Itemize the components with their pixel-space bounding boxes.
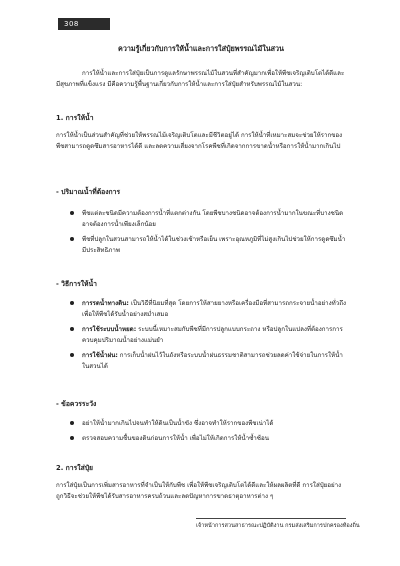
- list-item-text: เป็นวิธีที่นิยมที่สุด โดยการให้สายยางหรือเครื่องมือที่สามารถกระจายน้ำอย่างทั่วถึงเพื่อให้พืชได้รับน้ำอย่างสม่ำเสมอ: [82, 300, 347, 318]
- bullet-icon: [70, 237, 74, 241]
- watering-method-heading: - วิธีการให้น้ำ: [56, 280, 97, 288]
- list-item-text: พืชที่ปลูกในสวนสามารถให้น้ำได้ในช่วงเช้าหรือเย็น เพราะอุณหภูมิที่ไม่สูงเกินไปช่วยให้การดูดซึมน้ำมีประสิทธิภาพ: [82, 236, 346, 254]
- water-amount-list: [68, 208, 346, 260]
- list-item-label: การรดน้ำทางดิน:: [82, 300, 129, 307]
- section-1-heading: 1. การให้น้ำ: [56, 114, 94, 122]
- list-item-label: การใช้ระบบน้ำหยด:: [82, 326, 137, 333]
- list-item-text: ตรวจสอบความชื้นของดินก่อนการให้น้ำ เพื่อไม่ให้เกิดการให้น้ำซ้ำซ้อน: [82, 435, 269, 442]
- precautions-list: [68, 418, 346, 448]
- bullet-icon: [70, 353, 74, 357]
- section-1-body: การให้น้ำเป็นส่วนสำคัญที่ช่วยให้พรรณไม้เจริญเติบโตและมีชีวิตอยู่ได้ การให้น้ำที่เหมาะสมจะช่วยให้รากของพืชสามารถดูดซึมสารอาหารได้ดี และลดความเสี่ยงจากโรคพืชที่เกิดจากการขาดน้ำหรือการให้น้ำมากเกินไป: [56, 132, 343, 150]
- water-amount-heading: - ปริมาณน้ำที่ต้องการ: [56, 188, 121, 196]
- list-item: [68, 324, 346, 346]
- bullet-icon: [70, 327, 74, 331]
- list-item: [68, 418, 346, 429]
- section-2-heading: 2. การใส่ปุ๋ย: [56, 464, 94, 472]
- watering-method-list: [68, 298, 346, 376]
- section-2-body: การใส่ปุ๋ยเป็นการเพิ่มสารอาหารที่จำเป็นให้กับพืช เพื่อให้พืชเจริญเติบโตได้ดีและให้ผลผลิตที่ดี การใส่ปุ๋ยอย่างถูกวิธีจะช่วยให้พืชได้รับสารอาหารครบถ้วนและลดปัญหาการขาดธาตุอาหารต่าง ๆ: [56, 482, 342, 500]
- list-item: [68, 350, 346, 372]
- bullet-icon: [70, 421, 74, 425]
- bullet-icon: [70, 301, 74, 305]
- list-item-text: การเก็บน้ำฝนไว้ในถังหรือระบบน้ำฝนธรรมชาติสามารถช่วยลดค่าใช้จ่ายในการให้น้ำในสวนได้: [82, 352, 343, 370]
- list-item: [68, 208, 346, 230]
- list-item-text: อย่าให้น้ำมากเกินไปจนทำให้ดินเป็นน้ำขัง ซึ่งอาจทำให้รากของพืชเน่าได้: [82, 420, 274, 427]
- list-item-text: ระบบนี้เหมาะสมกับพืชที่มีการปลูกแบบกระถาง หรือปลูกในแปลงที่ต้องการการควบคุมปริมาณน้ำอย่างแม่นยำ: [82, 326, 343, 344]
- list-item-label: การใช้น้ำฝน:: [82, 352, 118, 359]
- page-number-badge: 308: [58, 18, 110, 30]
- precautions-heading: - ข้อควรระวัง: [56, 400, 97, 408]
- list-item: [68, 298, 346, 320]
- intro-paragraph: การให้น้ำและการใส่ปุ๋ยเป็นการดูแลรักษาพรรณไม้ในสวนที่สำคัญมากเพื่อให้พืชเจริญเติบโตได้ดีและมีสุขภาพที่แข็งแรง มีคือความรู้พื้นฐานเกี่ยวกับการให้น้ำและการใส่ปุ๋ยสำหรับพรรณไม้ในสวน:: [56, 70, 345, 88]
- footer-text: เจ้าหน้าการสวนสาธารณะปฏิบัติงาน กรมส่งเสริมการปกครองท้องถิ่น: [196, 523, 360, 529]
- list-item-text: พืชแต่ละชนิดมีความต้องการน้ำที่แตกต่างกัน โดยพืชบางชนิดอาจต้องการน้ำมากในขณะที่บางชนิดอาจต้องการน้ำเพียงเล็กน้อย: [82, 210, 344, 228]
- document-title: ความรู้เกี่ยวกับการให้น้ำและการใส่ปุ๋ยพรรณไม้ในสวน: [118, 44, 284, 53]
- list-item: [68, 234, 346, 256]
- bullet-icon: [70, 211, 74, 215]
- bullet-icon: [70, 436, 74, 440]
- list-item: [68, 433, 346, 444]
- footer-divider: [196, 518, 346, 519]
